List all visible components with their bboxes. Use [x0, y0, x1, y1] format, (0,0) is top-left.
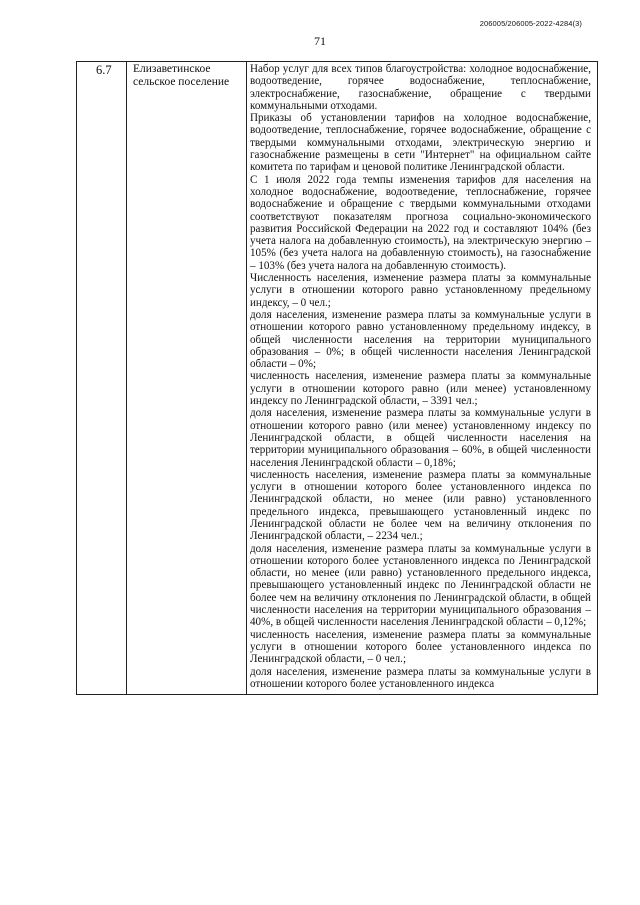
paragraph-population-above-index: численность населения, изменение размера платы за коммунальные услуги в отношении которого более установленного индекса по Ленинградской области, но менее (или равно) установленного предельного индекса, превышающего установленный индекс по Ленинградской области не более чем на величину отклонения по Ленинградской области, – 2234 чел.;	[250, 468, 591, 543]
settlement-name: Елизаветинское сельское поселение	[133, 63, 230, 88]
paragraph-population-exceed-index: численность населения, изменение размера платы за коммунальные услуги в отношении которого более установленного индекса по Ленинградской области, – 0 чел.;	[250, 628, 591, 666]
page-number: 71	[314, 34, 326, 48]
paragraph-share-equal-limit: доля населения, изменение размера платы за коммунальные услуги в отношении которого равно установленному предельному индексу, в общей численности населения на территории муниципального образования – 0%; в общей численности населения Ленинградской области – 0%;	[250, 308, 591, 371]
paragraph-population-equal-limit: Численность населения, изменение размера платы за коммунальные услуги в отношении которого равно установленному предельному индексу, – 0 чел.;	[250, 272, 591, 309]
row-number-cell	[77, 62, 127, 695]
row-number: 6.7	[96, 63, 112, 77]
paragraph-services: Набор услуг для всех типов благоустройства: холодное водоснабжение, водоотведение, горячее водоснабжение, теплоснабжение, электроснабжение, газоснабжение, обращение с твердыми коммунальными отходами.	[250, 63, 591, 112]
services-table	[76, 61, 598, 695]
settlement-name-cell	[127, 62, 247, 695]
paragraph-tariff-growth: С 1 июля 2022 года темпы изменения тарифов для населения на холодное водоснабжение, водоотведение, теплоснабжение, горячее водоснабжение и обращение с твердыми коммунальными отходами соответствуют показателям прогноза социально-экономического развития Российской Федерации на 2022 год и составляют 104% (без учета налога на добавленную стоимость), на электрическую энергию – 105% (без учета налога на добавленную стоимость), на газоснабжение – 103% (без учета налога на добавленную стоимость).	[250, 173, 591, 272]
description-cell	[247, 62, 598, 695]
paragraph-share-above-index: доля населения, изменение размера платы за коммунальные услуги в отношении которого более установленного индекса по Ленинградской области, но менее (или равно) установленного предельного индекса, превышающего установленный индекс по Ленинградской области не более чем на величину отклонения по Ленинградской области, в общей численности населения на территории муниципального образования – 40%, в общей численности населения Ленинградской области – 0,12%;	[250, 542, 591, 629]
document-code: 206005/206005-2022-4284(3)	[479, 19, 582, 28]
paragraph-share-exceed-index: доля населения, изменение размера платы за коммунальные услуги в отношении которого более установленного индекса	[250, 665, 591, 690]
paragraph-tariff-orders: Приказы об установлении тарифов на холодное водоснабжение, водоотведение, теплоснабжение, горячее водоснабжение, обращение с твердыми коммунальными отходами, электрическую энергию и газоснабжение размещены в сети "Интернет" на официальном сайте комитета по тарифам и ценовой политике Ленинградской области.	[250, 112, 591, 174]
paragraph-share-below-index: доля населения, изменение размера платы за коммунальные услуги в отношении которого равно (или менее) установленному индексу по Ленинградской области, в общей численности населения на территории муниципального образования – 60%, в общей численности населения Ленинградской области – 0,18%;	[250, 407, 591, 469]
paragraph-population-below-index: численность населения, изменение размера платы за коммунальные услуги в отношении которого равно (или менее) установленному индексу по Ленинградской области, – 3391 чел.;	[250, 370, 591, 408]
table-row	[77, 62, 598, 695]
